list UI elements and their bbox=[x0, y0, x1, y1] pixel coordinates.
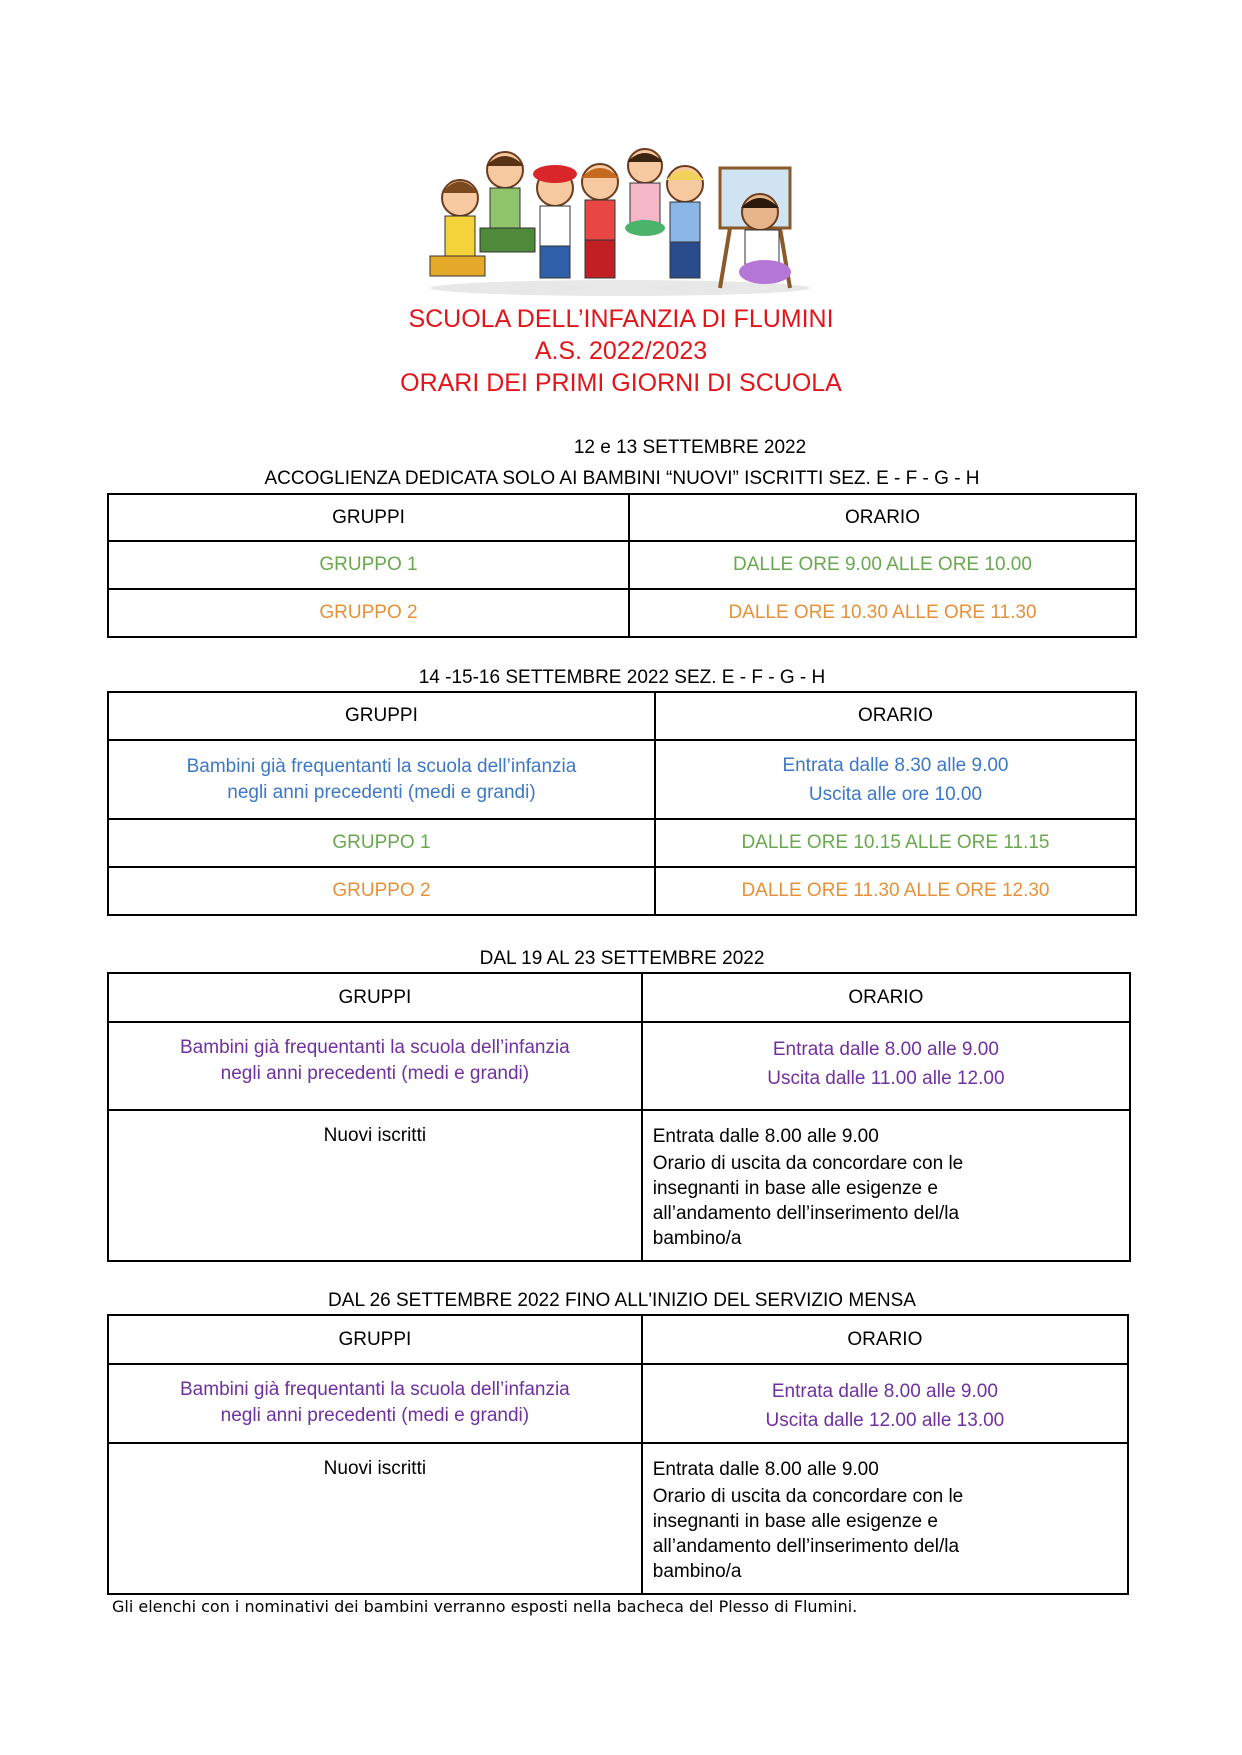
section4-orario-frequentanti bbox=[642, 1364, 1128, 1443]
section1-gruppo-2: GRUPPO 2 bbox=[108, 589, 629, 637]
section2-gruppo-2: GRUPPO 2 bbox=[108, 867, 655, 915]
cell-line: negli anni precedenti (medi e grandi) bbox=[220, 1405, 530, 1426]
footer-note: Gli elenchi con i nominativi dei bambini verranno esposti nella bacheca del Plesso di Flumini. bbox=[112, 1597, 858, 1616]
cell-line: Nuovi iscritti bbox=[323, 1125, 427, 1146]
section2-table bbox=[107, 691, 1137, 916]
cell-line: Orario di uscita da concordare con le insegnanti in base alle esigenze e all’andamento dell’inserimento del/la bambino/a bbox=[652, 1153, 964, 1249]
section2-header-gruppi: GRUPPI bbox=[108, 692, 655, 740]
children-illustration bbox=[420, 148, 820, 298]
table-row bbox=[108, 867, 1136, 915]
section2-header-orario: ORARIO bbox=[655, 692, 1136, 740]
header-line-1: SCUOLA DELL’INFANZIA DI FLUMINI bbox=[408, 305, 834, 333]
cell-line: Orario di uscita da concordare con le insegnanti in base alle esigenze e all’andamento dell’inserimento del/la bambino/a bbox=[652, 1486, 964, 1582]
section3-gruppo-nuovi bbox=[108, 1110, 642, 1261]
section4-gruppo-frequentanti bbox=[108, 1364, 642, 1443]
cell-line: Uscita dalle 11.00 alle 12.00 bbox=[767, 1068, 1005, 1089]
table-row bbox=[108, 1022, 1130, 1110]
cell-line: Nuovi iscritti bbox=[323, 1458, 427, 1479]
cell-line: Entrata dalle 8.30 alle 9.00 bbox=[782, 754, 1009, 776]
section1-date: 12 e 13 SETTEMBRE 2022 bbox=[573, 437, 807, 458]
header-line-2: A.S. 2022/2023 bbox=[534, 337, 708, 365]
cell-line: Entrata dalle 8.00 alle 9.00 bbox=[772, 1039, 999, 1060]
table-row bbox=[108, 1364, 1128, 1443]
section3-title: DAL 19 AL 23 SETTEMBRE 2022 bbox=[479, 948, 765, 969]
section4-header-gruppi: GRUPPI bbox=[108, 1315, 642, 1364]
table-row bbox=[108, 1110, 1130, 1261]
table-row bbox=[108, 589, 1136, 637]
section4-gruppo-nuovi bbox=[108, 1443, 642, 1594]
section3-header-gruppi: GRUPPI bbox=[108, 973, 642, 1022]
cell-line: Bambini già frequentanti la scuola dell’infanzia bbox=[186, 755, 577, 777]
table-row bbox=[108, 541, 1136, 589]
section3-header-orario: ORARIO bbox=[642, 973, 1130, 1022]
section1-table bbox=[107, 493, 1137, 638]
cell-line: Entrata dalle 8.00 alle 9.00 bbox=[771, 1381, 998, 1402]
header-line-3: ORARI DEI PRIMI GIORNI DI SCUOLA bbox=[400, 369, 842, 397]
cell-line: negli anni precedenti (medi e grandi) bbox=[220, 1063, 530, 1084]
cell-line: Uscita dalle 12.00 alle 13.00 bbox=[765, 1410, 1005, 1431]
section3-gruppo-frequentanti bbox=[108, 1022, 642, 1110]
section4-table bbox=[107, 1314, 1129, 1595]
section3-orario-nuovi bbox=[642, 1110, 1130, 1261]
section4-orario-nuovi bbox=[642, 1443, 1128, 1594]
section1-orario-2: DALLE ORE 10.30 ALLE ORE 11.30 bbox=[629, 589, 1136, 637]
section4-title: DAL 26 SETTEMBRE 2022 FINO ALL'INIZIO DEL SERVIZIO MENSA bbox=[328, 1290, 916, 1311]
section4-header-orario: ORARIO bbox=[642, 1315, 1128, 1364]
cell-line: negli anni precedenti (medi e grandi) bbox=[227, 781, 536, 803]
cell-line: Entrata dalle 8.00 alle 9.00 bbox=[652, 1459, 879, 1480]
section1-subtitle: ACCOGLIENZA DEDICATA SOLO AI BAMBINI “NUOVI” ISCRITTI SEZ. E - F - G - H bbox=[264, 468, 980, 489]
section2-title: 14 -15-16 SETTEMBRE 2022 SEZ. E - F - G - H bbox=[418, 667, 826, 688]
section1-gruppo-1: GRUPPO 1 bbox=[108, 541, 629, 589]
section2-orario-frequentanti bbox=[655, 740, 1136, 819]
cell-line: Entrata dalle 8.00 alle 9.00 bbox=[652, 1126, 879, 1147]
section2-gruppo-1: GRUPPO 1 bbox=[108, 819, 655, 867]
section3-orario-frequentanti bbox=[642, 1022, 1130, 1110]
section2-orario-1: DALLE ORE 10.15 ALLE ORE 11.15 bbox=[655, 819, 1136, 867]
table-row bbox=[108, 819, 1136, 867]
cell-line: Bambini già frequentanti la scuola dell’infanzia bbox=[180, 1037, 570, 1058]
section1-header-orario: ORARIO bbox=[629, 494, 1136, 541]
section1-header-gruppi: GRUPPI bbox=[108, 494, 629, 541]
section1-orario-1: DALLE ORE 9.00 ALLE ORE 10.00 bbox=[629, 541, 1136, 589]
cell-line: Uscita alle ore 10.00 bbox=[808, 783, 983, 805]
cell-line: Bambini già frequentanti la scuola dell’infanzia bbox=[180, 1379, 570, 1400]
school-title bbox=[0, 303, 1242, 399]
table-row bbox=[108, 1443, 1128, 1594]
section2-orario-2: DALLE ORE 11.30 ALLE ORE 12.30 bbox=[655, 867, 1136, 915]
section2-gruppo-frequentanti bbox=[108, 740, 655, 819]
section3-table bbox=[107, 972, 1131, 1262]
table-row bbox=[108, 740, 1136, 819]
